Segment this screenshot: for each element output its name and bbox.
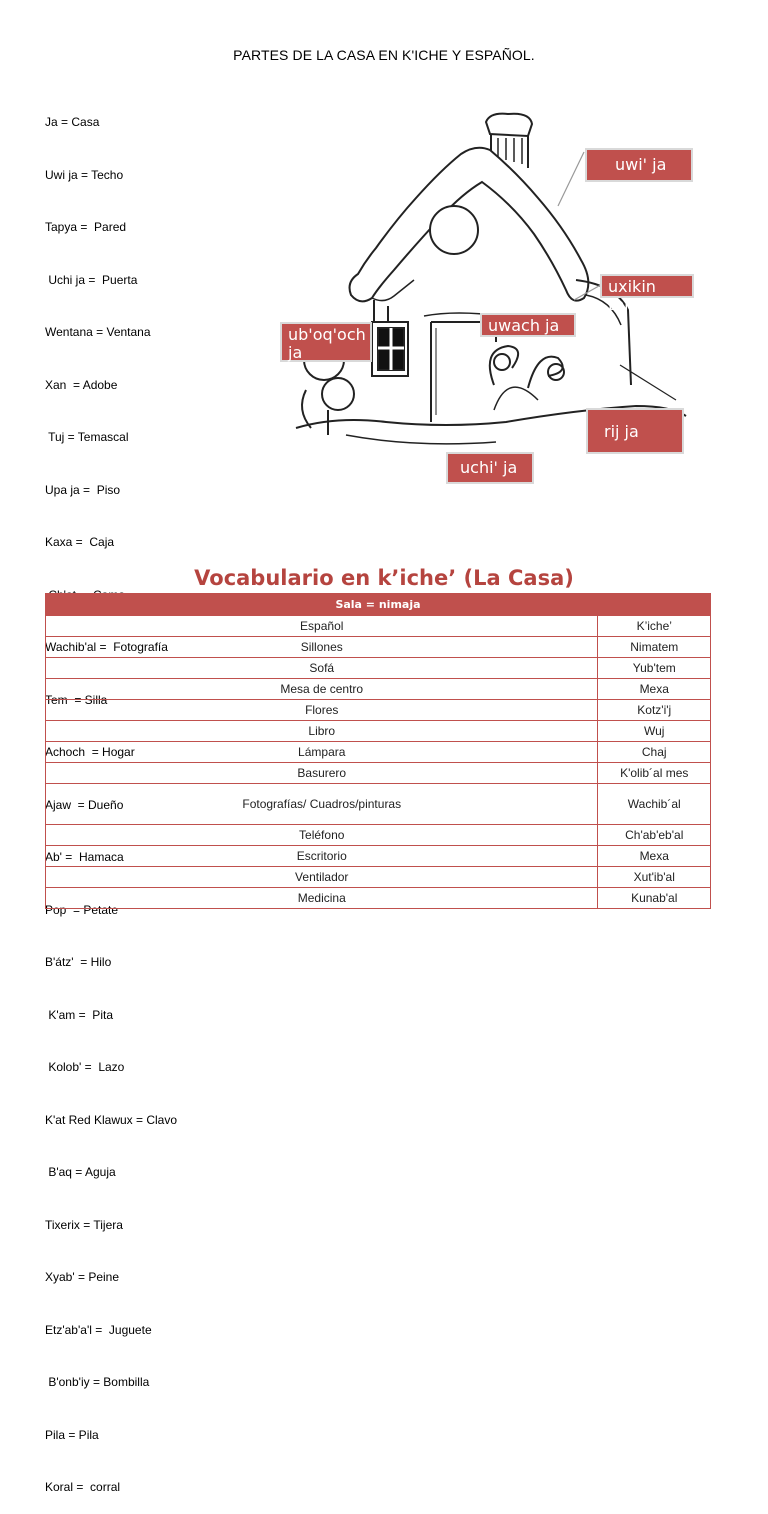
- table-row: [46, 742, 711, 763]
- list-item: Tem = Silla: [45, 692, 108, 707]
- label-roof: uwi' ja: [585, 148, 693, 182]
- cell-spanish: Escritorio: [46, 846, 598, 867]
- cell-spanish: Mesa de centro: [46, 679, 598, 700]
- cell-kiche: Xut'ib'al: [598, 867, 711, 888]
- cell-kiche: Mexa: [598, 846, 711, 867]
- list-item: Ab' = Hamaca: [45, 850, 124, 864]
- cell-kiche: Nimatem: [598, 637, 711, 658]
- list-item: Upa ja = Piso: [45, 482, 121, 497]
- list-item: K'am = Pita: [45, 1007, 113, 1022]
- list-item: Kolob' = Lazo: [45, 1060, 125, 1074]
- table-row: [46, 721, 711, 742]
- list-item: Pop = Petate: [45, 902, 119, 917]
- list-item: Ajaw = Dueño: [45, 797, 124, 812]
- list-item: Koral = corral: [45, 1480, 121, 1494]
- table-section-header: [46, 594, 711, 616]
- column-header-spanish: Español: [46, 616, 598, 637]
- page-title: PARTES DE LA CASA EN K'ICHE Y ESPAÑOL.: [233, 47, 535, 63]
- list-item: B'aq = Aguja: [45, 1165, 116, 1179]
- list-item: B'onb'iy = Bombilla: [45, 1375, 150, 1389]
- cell-kiche: Wachib´al: [598, 784, 711, 825]
- list-item: Wachib'al = Fotografía: [45, 640, 168, 654]
- cell-spanish: Sofá: [46, 658, 598, 679]
- cell-kiche: Kunab'al: [598, 888, 711, 909]
- table-row: [46, 867, 711, 888]
- list-item: Xan = Adobe: [45, 377, 118, 392]
- label-chair: uxikin tem: [600, 274, 694, 298]
- cell-spanish: Basurero: [46, 763, 598, 784]
- label-wall: uwach ja: [480, 313, 576, 337]
- label-door: uchi' ja: [446, 452, 534, 484]
- cell-spanish: Libro: [46, 721, 598, 742]
- list-item: B'átz' = Hilo: [45, 955, 112, 969]
- cell-spanish: Teléfono: [46, 825, 598, 846]
- list-item: Achoch = Hogar: [45, 745, 135, 759]
- cell-kiche: Kotz'i'j: [598, 700, 711, 721]
- list-item: Uchi ja = Puerta: [45, 272, 138, 287]
- label-base: rij ja: [586, 408, 684, 454]
- list-item: Pila = Pila: [45, 1427, 99, 1442]
- list-item: Wentana = Ventana: [45, 325, 151, 339]
- cell-kiche: Yub'tem: [598, 658, 711, 679]
- cell-kiche: Chaj: [598, 742, 711, 763]
- list-item: Tixerix = Tijera: [45, 1217, 123, 1232]
- table-row: [46, 658, 711, 679]
- cell-spanish: Sillones: [46, 637, 598, 658]
- table-title: Vocabulario en k’iche’ (La Casa): [194, 566, 574, 590]
- table-row: [46, 825, 711, 846]
- list-item: Tuj = Temascal: [45, 430, 129, 444]
- table-row: [46, 637, 711, 658]
- cell-spanish: Fotografías/ Cuadros/pinturas: [46, 784, 598, 825]
- cell-spanish: Flores: [46, 700, 598, 721]
- table-row: [46, 784, 711, 825]
- cell-kiche: K'olib´al mes: [598, 763, 711, 784]
- list-item: Xyab' = Peine: [45, 1270, 120, 1284]
- section-title: Sala = nimaja: [46, 594, 711, 616]
- table-header-row: [46, 616, 711, 637]
- list-item: Kaxa = Caja: [45, 535, 115, 549]
- cell-spanish: Lámpara: [46, 742, 598, 763]
- table-row: [46, 846, 711, 867]
- cell-kiche: Mexa: [598, 679, 711, 700]
- table-row: [46, 763, 711, 784]
- cell-spanish: Ventilador: [46, 867, 598, 888]
- list-item: Uwi ja = Techo: [45, 167, 124, 182]
- column-header-kiche: K’iche’: [598, 616, 711, 637]
- list-item: Etz'ab'a'l = Juguete: [45, 1322, 152, 1337]
- cell-kiche: Ch'ab'eb'al: [598, 825, 711, 846]
- table-row: [46, 679, 711, 700]
- list-item: Tapya = Pared: [45, 220, 127, 234]
- table-row: [46, 700, 711, 721]
- cell-kiche: Wuj: [598, 721, 711, 742]
- list-item: K'at Red Klawux = Clavo: [45, 1112, 178, 1127]
- table-row: [46, 888, 711, 909]
- list-item: Ja = Casa: [45, 115, 100, 129]
- label-window: ub'oq'och ja: [280, 322, 372, 362]
- cell-spanish: Medicina: [46, 888, 598, 909]
- vocabulary-table: [45, 593, 711, 909]
